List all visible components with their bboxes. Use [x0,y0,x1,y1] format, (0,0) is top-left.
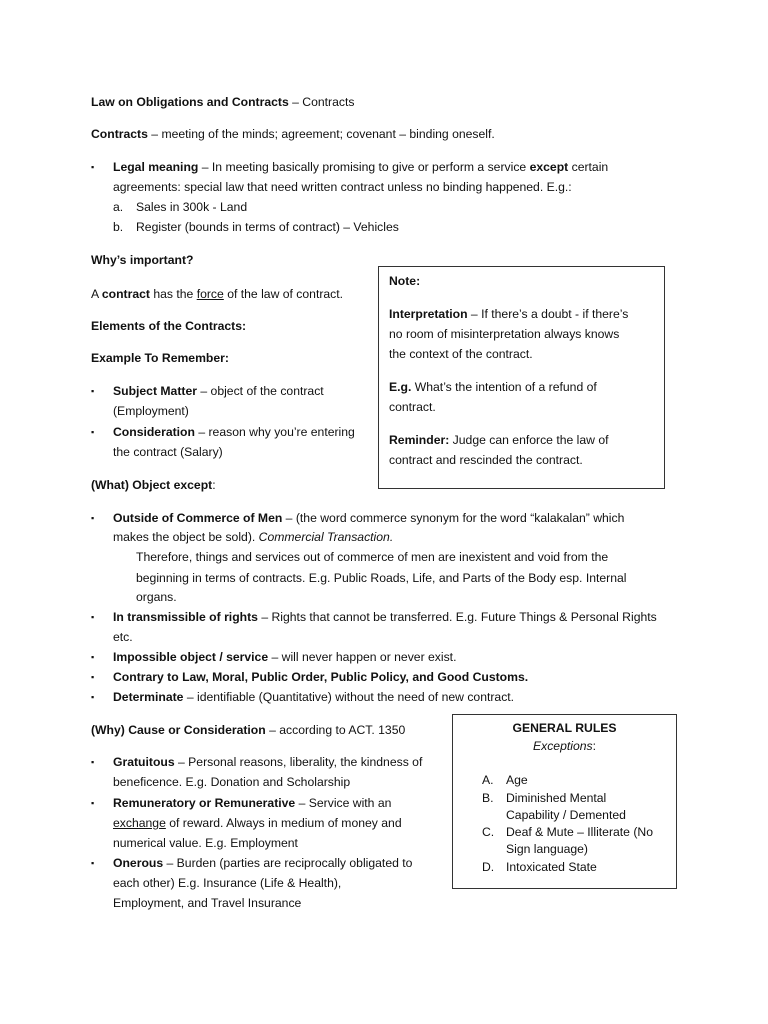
note-box [378,266,665,489]
list-item: Sales in 300k - Land [136,200,248,214]
bullet-icon: ▪ [91,757,95,767]
general-rules-title: GENERAL RULES [512,721,617,735]
why-heading: Why’s important? [91,253,194,267]
subject-matter-line-2: (Employment) [113,404,189,418]
gratuitous-line-2: beneficence. E.g. Donation and Scholarship [113,775,351,789]
determinate: Determinate – identifiable (Quantitative) without the need of new contract. [113,690,515,704]
example-heading: Example To Remember: [91,351,229,365]
list-marker: a. [113,200,124,214]
commerce-line-1: Outside of Commerce of Men – (the word commerce synonym for the word “kalakalan” which [113,511,625,525]
list-item: Age [506,773,528,787]
legal-meaning-line-1: Legal meaning – In meeting basically promising to give or perform a service except certain [113,160,609,174]
consideration-line-1: Consideration – reason why you’re entering [113,425,355,439]
list-item-continued: Capability / Demented [506,808,626,822]
note-title: Note: [389,274,421,288]
list-marker: A. [482,773,494,787]
general-rules-box [452,714,677,889]
impossible-object: Impossible object / service – will never happen or never exist. [113,650,457,664]
commerce-line-2: makes the object be sold). Commercial Transaction. [113,530,394,544]
reminder-line-2: contract and rescinded the contract. [389,453,583,467]
commerce-line-4: beginning in terms of contracts. E.g. Public Roads, Life, and Parts of the Body esp. Internal [136,571,627,585]
commerce-line-5: organs. [136,590,177,604]
bullet-icon: ▪ [91,798,95,808]
list-item: Intoxicated State [506,860,597,874]
list-item: Diminished Mental [506,791,607,805]
list-marker: B. [482,791,494,805]
list-item: Register (bounds in terms of contract) – Vehicles [136,220,399,234]
transmissible-line-2: etc. [113,630,133,644]
bullet-icon: ▪ [91,652,95,662]
document-title: Law on Obligations and Contracts – Contracts [91,95,355,109]
contracts-definition: Contracts – meeting of the minds; agreement; covenant – binding oneself. [91,127,495,141]
bullet-icon: ▪ [91,162,95,172]
bullet-icon: ▪ [91,858,95,868]
bullet-icon: ▪ [91,386,95,396]
commerce-line-3: Therefore, things and services out of commerce of men are inexistent and void from the [136,550,609,564]
subject-matter-line-1: Subject Matter – object of the contract [113,384,324,398]
consideration-line-2: the contract (Salary) [113,445,223,459]
bullet-icon: ▪ [91,612,95,622]
list-item: Deaf & Mute – Illiterate (No [506,825,653,839]
exceptions-subtitle: Exceptions: [532,739,596,753]
legal-meaning-line-2: agreements: special law that need written contract unless no binding happened. E.g.: [113,180,572,194]
cause-heading: (Why) Cause or Consideration – according to ACT. 1350 [91,723,406,737]
onerous-line-1: Onerous – Burden (parties are reciprocally obligated to [113,856,413,870]
onerous-line-2: each other) E.g. Insurance (Life & Health), [113,876,342,890]
example-line-2: contract. [389,400,436,414]
contract-force-sentence: A contract has the force of the law of contract. [91,287,344,301]
remuneratory-line-3: numerical value. E.g. Employment [113,836,298,850]
remuneratory-line-2: exchange of reward. Always in medium of money and [113,816,402,830]
bullet-icon: ▪ [91,513,95,523]
elements-heading: Elements of the Contracts: [91,319,247,333]
list-marker: b. [113,220,124,234]
interpretation-line-2: no room of misinterpretation always knows [389,327,620,341]
interpretation-line-3: the context of the contract. [389,347,533,361]
onerous-line-3: Employment, and Travel Insurance [113,896,302,910]
bullet-icon: ▪ [91,672,95,682]
bullet-icon: ▪ [91,692,95,702]
object-except-heading: (What) Object except: [91,478,216,492]
contrary-to-law: Contrary to Law, Moral, Public Order, Public Policy, and Good Customs. [113,670,529,684]
transmissible-line-1: In transmissible of rights – Rights that cannot be transferred. E.g. Future Things & Personal Rights [113,610,657,624]
gratuitous-line-1: Gratuitous – Personal reasons, liberality, the kindness of [113,755,423,769]
list-marker: D. [482,860,495,874]
reminder-line-1: Reminder: Judge can enforce the law of [389,433,609,447]
bullet-icon: ▪ [91,427,95,437]
list-item-continued: Sign language) [506,842,588,856]
list-marker: C. [482,825,495,839]
example-line-1: E.g. What’s the intention of a refund of [389,380,597,394]
remuneratory-line-1: Remuneratory or Remunerative – Service with an [113,796,392,810]
interpretation-line-1: Interpretation – If there’s a doubt - if there’s [389,307,629,321]
